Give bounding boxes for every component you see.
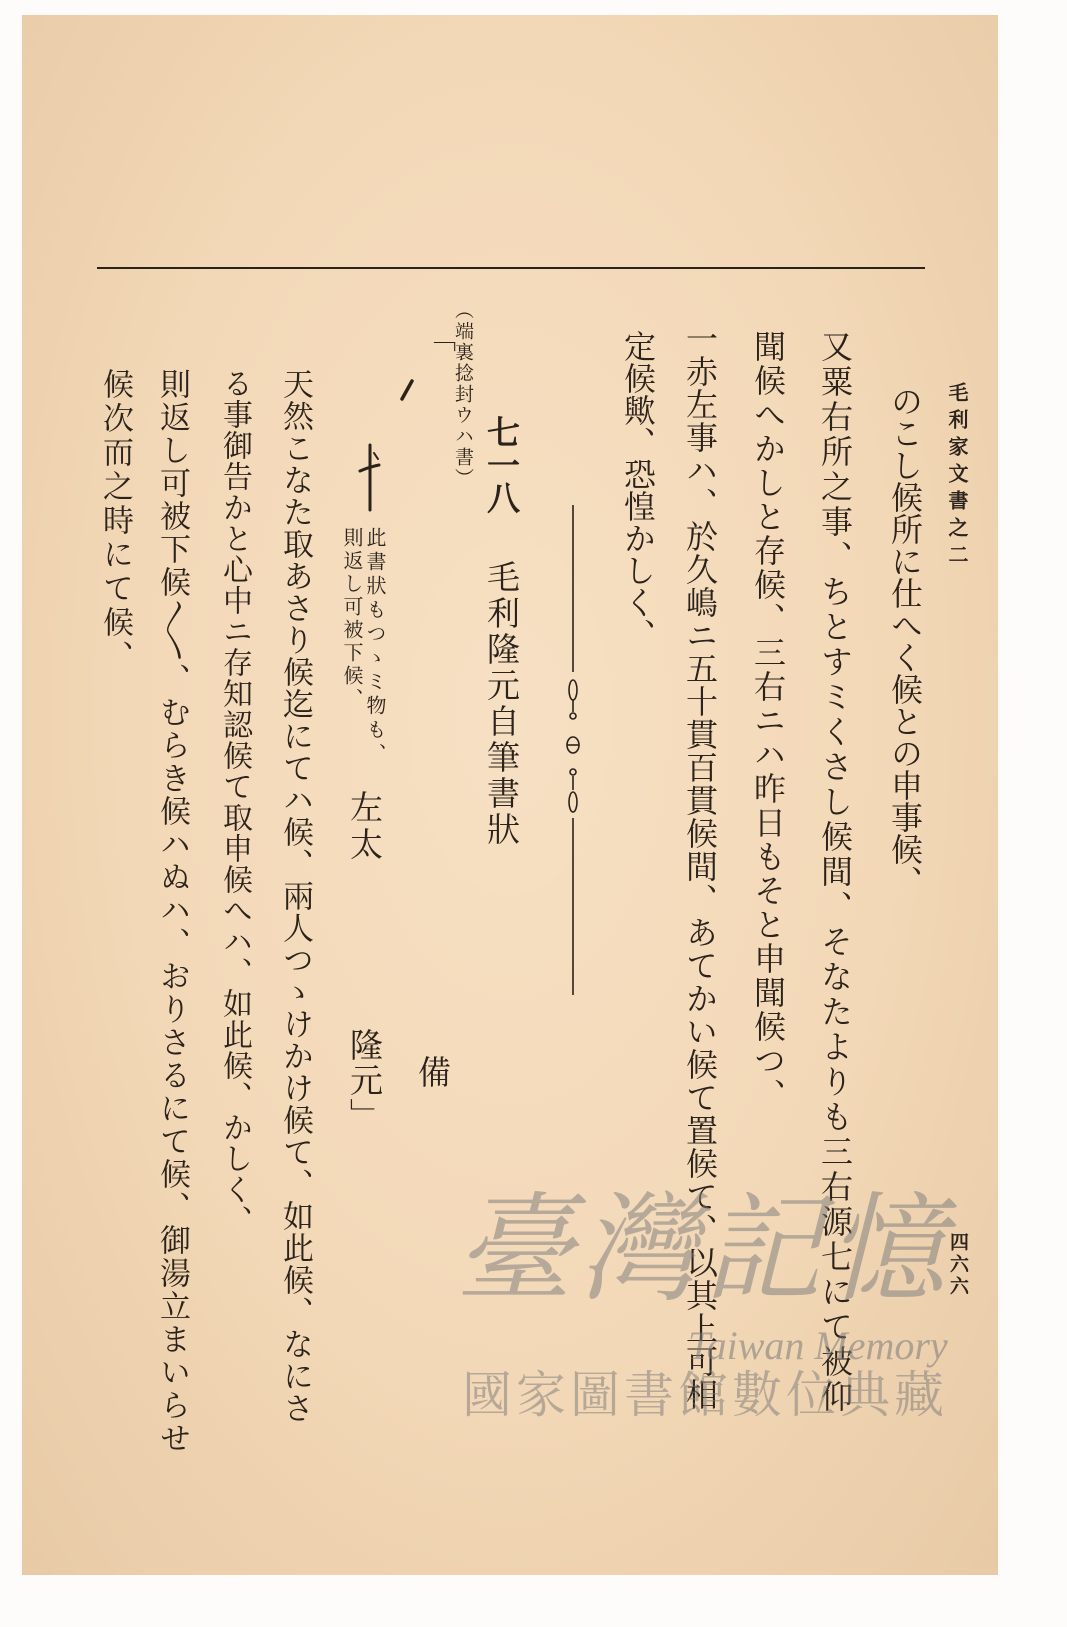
preceding-letter-line: 定候歟、恐惶かしく、 [619, 330, 657, 650]
document-title: 毛利隆元自筆書狀 [482, 560, 521, 848]
endorsement-open-bracket: 「 [420, 322, 455, 352]
endorsement-sender: 隆元」 [345, 1028, 384, 1133]
watermark-english: Taiwan Memory [688, 1323, 948, 1368]
letter-line: 天然こなた取あさり候迄にてハ候、兩人つゝけかけ候て、如此候、なにさ [277, 368, 313, 1424]
watermark-logo: 臺灣記憶 [455, 1180, 952, 1318]
running-header: 毛利家文書之二 [945, 382, 969, 571]
preceding-letter-line: 又粟右所之事、ちとすミくさし候間、そなたよりも三右源七にて被仰 [816, 330, 854, 1415]
endorsement-addressee: 左太 [345, 790, 384, 864]
letter-line: 則返し可被下候〱、むらき候ハぬハ、おりさるにて候、御湯立まいらせ [154, 368, 190, 1455]
letter-line: 候次而之時にて候、 [97, 368, 133, 674]
preceding-letter-line: 一赤左事ハ、於久嶋ニ五十貫百貫候間、あてかい候て置候て、以其上可相 [681, 322, 719, 1411]
preceding-letter-line: 聞候へかしと存候、三右ニハ昨日もそと申聞候つ、 [749, 330, 787, 1112]
seal-mark [355, 375, 425, 515]
section-divider [563, 500, 583, 1000]
endorsement-inner-line: 此書狀もつゝミ物も、 [363, 527, 387, 767]
preceding-letter-line: のこし候所に仕へく候との申事候、 [886, 385, 924, 897]
endorsement-addressee-suffix: 備 [413, 1055, 452, 1088]
document-number: 七一八 [482, 415, 521, 514]
letter-line: る事御告かと心中ニ存知認候て取申候へハ、如此候、かしく、 [217, 368, 252, 1236]
endorsement-note: （端裏捻封ウハ書） [452, 300, 474, 489]
endorsement-inner-line: 則返し可被下候、 [340, 527, 364, 711]
watermark-institution: 國家圖書館數位典藏 [462, 1366, 948, 1424]
page-number: 四六六 [947, 1232, 969, 1298]
header-rule [97, 267, 925, 269]
